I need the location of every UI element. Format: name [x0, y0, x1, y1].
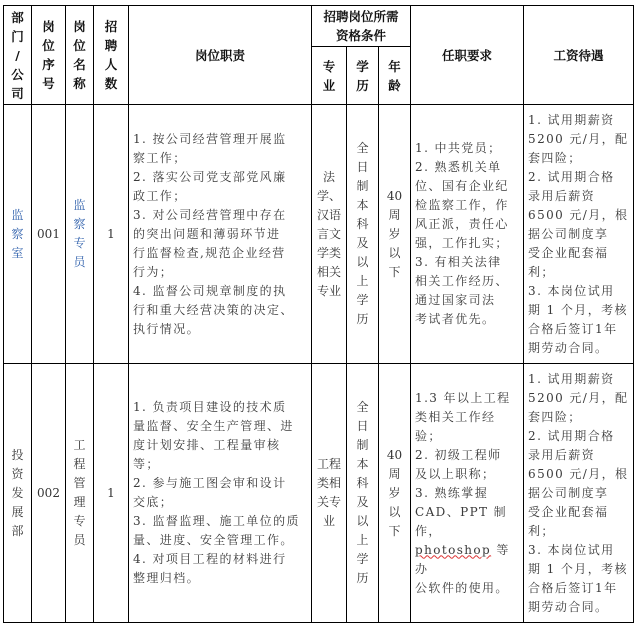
header-salary: 工资待遇	[524, 6, 634, 105]
seq-cell: 002	[32, 364, 66, 623]
header-count: 招 聘 人 数	[94, 6, 129, 105]
requirements-text: 1.3 年以上工程 类相关工作经 验； 2. 初级工程师 及以上职称； 3. 熟练掌握 CAD、PPT 制作，	[415, 390, 511, 538]
header-age: 年 龄	[379, 47, 411, 105]
education-cell: 全 日 制 本 科 及 以 上 学 历	[347, 105, 379, 364]
spellcheck-word: photoshop	[415, 542, 492, 557]
header-requirements: 任职要求	[411, 6, 524, 105]
header-duties: 岗位职责	[129, 6, 312, 105]
header-major: 专 业	[312, 47, 347, 105]
header-seq: 岗 位 序 号	[32, 6, 66, 105]
duties-cell: 1. 负责项目建设的技术质 量监督、安全生产管理、进 度计划安排、工程量审核 等； 2. 参与施工图会审和设计 交底； 3. 监督监理、施工单位的质 量、进度、安全管理工作。 4. 对项目工程的材料进行 整理归档。	[129, 364, 312, 623]
major-cell: 工程 类相 关专 业	[312, 364, 347, 623]
position-name-cell: 工 程 管 理 专 员	[66, 364, 94, 623]
age-cell: 40 周 岁 以 下	[379, 364, 411, 623]
header-education: 学 历	[347, 47, 379, 105]
requirements-cell	[411, 364, 524, 623]
recruitment-table	[3, 5, 634, 623]
header-name: 岗 位 名 称	[66, 6, 94, 105]
duties-cell: 1. 按公司经营管理开展监 察工作； 2. 落实公司党支部党风廉 政工作； 3. 对公司经营管理中存在 的突出问题和薄弱环节进 行监督检查,规范企业经营 行为； 4. 监督公司规章制度的执 行和重大经营决策的决定、 执行情况。	[129, 105, 312, 364]
header-row	[4, 6, 634, 47]
salary-cell: 1. 试用期薪资 5200 元/月，配 套四险； 2. 试用期合格 录用后薪资 6500 元/月，根 据公司制度享 受企业配套福 利； 3. 本岗位试用 期 1 个月，考核 合格后签订1年 期劳动合同。	[524, 105, 634, 364]
age-cell: 40 周 岁 以 下	[379, 105, 411, 364]
seq-cell: 001	[32, 105, 66, 364]
department-cell: 投 资 发 展 部	[4, 364, 32, 623]
department-cell: 监 察 室	[4, 105, 32, 364]
major-cell: 法 学、 汉语 言文 学类 相关 专业	[312, 105, 347, 364]
salary-cell: 1. 试用期薪资 5200 元/月，配 套四险； 2. 试用期合格 录用后薪资 6500 元/月，根 据公司制度享 受企业配套福 利； 3. 本岗位试用 期 1 个月，考核 合格后签订1年 期劳动合同。	[524, 364, 634, 623]
table-row	[4, 364, 634, 623]
requirements-text: 等办 公软件的使用。	[415, 542, 510, 595]
education-cell: 全 日 制 本 科 及 以 上 学 历	[347, 364, 379, 623]
table-row	[4, 105, 634, 364]
requirements-cell: 1. 中共党员； 2. 熟悉机关单 位、国有企业纪 检监察工作，作 风正派，责任心 强，工作扎实； 3. 有相关法律 相关工作经历、 通过国家司法 考试者优先。	[411, 105, 524, 364]
header-department: 部 门 / 公 司	[4, 6, 32, 105]
position-name-cell: 监 察 专 员	[66, 105, 94, 364]
header-qualifications: 招聘岗位所需 资格条件	[312, 6, 411, 47]
count-cell: 1	[94, 364, 129, 623]
count-cell: 1	[94, 105, 129, 364]
